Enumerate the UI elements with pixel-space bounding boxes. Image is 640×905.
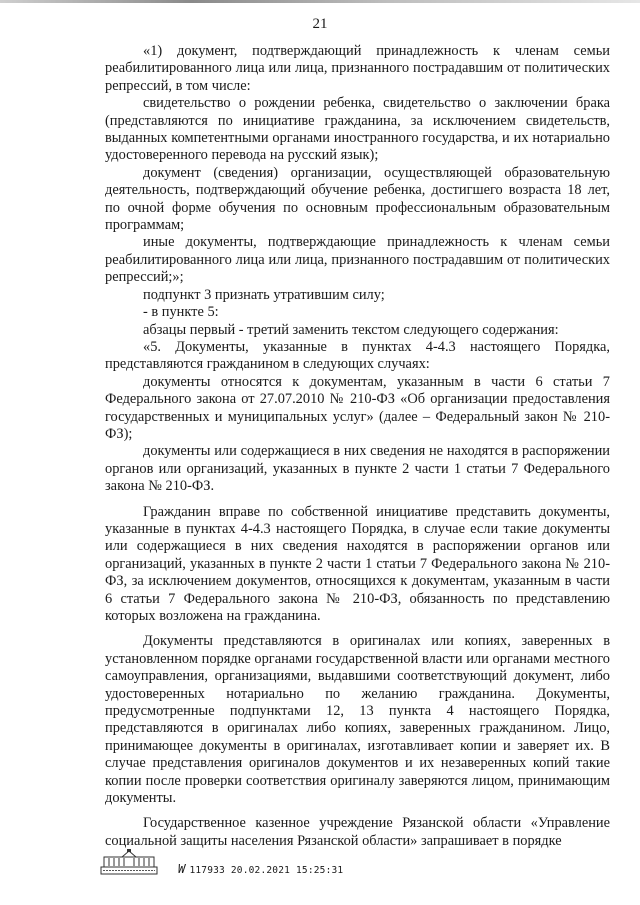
page-number: 21 [312, 16, 328, 32]
paragraph-originals-copies: Документы представляются в оригиналах или копиях, заверенных в установленном порядке органами государственной власти или органами местного самоуправления, организациями, выдавшими соответствующий документ, либо удостоверенных нотариально по желанию гражданина. Документы, предусмотренные подпунктами 12, 13 пункта 4 настоящего Порядка, представляются в оригиналах либо копиях, заверенных гражданином. Лицо, принимающее документы в оригиналах, изготавливает копии и заверяет их. В случае представления оригиналов документов и их незаверенных копий такие копии после проверки соответствия оригиналу заверяются лицом, принимающим документы. [105, 633, 610, 807]
scan-top-edge [0, 0, 640, 3]
signature-mark: W [178, 862, 186, 876]
document-id-text: 117933 20.02.2021 15:25:31 [189, 865, 344, 876]
page-footer [100, 848, 520, 888]
paragraph-case-part-6: документы относятся к документам, указанным в части 6 статьи 7 Федерального закона от 27.07.2010 № 210-ФЗ «Об организации предоставления государственных и муниципальных услуг» (далее – Федеральный закон № 210-ФЗ); [105, 373, 610, 442]
paragraph-other-documents: иные документы, подтверждающие принадлежность к членам семьи реабилитированного лица или лица, признанного пострадавшим от политических репрессий;»; [105, 234, 610, 286]
paragraph-state-institution: Государственное казенное учреждение Рязанской области «Управление социальной защиты населения Рязанской области» запрашивает в порядке [105, 815, 610, 849]
building-seal-icon [100, 848, 158, 876]
paragraph-citizen-right: Гражданин вправе по собственной инициативе представить документы, указанные в пунктах 4-4.3 настоящего Порядка, в случае если такие документы или содержащиеся в них сведения находятся в распоряжении органов или организаций, указанных в пункте 2 части 1 статьи 7 Федерального закона № 210-ФЗ, за исключением документов, относящихся к документам, указанным в части 6 статьи 7 Федерального закона № 210-ФЗ, обязанность по представлению которых возложена на гражданина. [105, 503, 610, 624]
paragraph-subitem-3-invalid: подпункт 3 признать утратившим силу; [143, 286, 385, 303]
document-body [105, 43, 610, 850]
paragraph-case-not-in-possession: документы или содержащиеся в них сведения не находятся в распоряжении органов или организаций, указанных в пункте 2 части 1 статьи 7 Федерального закона № 210-ФЗ. [105, 443, 610, 495]
paragraph-replace-text: абзацы первый - третий заменить текстом следующего содержания: [143, 321, 559, 338]
paragraph-birth-marriage-certificates: свидетельство о рождении ребенка, свидетельство о заключении брака (представляются по инициативе гражданина, за исключением свидетельств, выданных компетентными органами иностранного государства, и их нотариально удостоверенного перевода на русский язык); [105, 95, 610, 164]
paragraph-doc-item-1: «1) документ, подтверждающий принадлежность к членам семьи реабилитированного лица или лица, признанного пострадавшим от политических репрессий, в том числе: [105, 43, 610, 94]
paragraph-education-organization-document: документ (сведения) организации, осуществляющей образовательную деятельность, подтверждающий обучение ребенка, достигшего возраста 18 лет, по очной форме обучения по основным профессиональным образовательным программам; [105, 164, 610, 234]
document-registration-stamp [178, 862, 343, 876]
paragraph-item-5-documents: «5. Документы, указанные в пунктах 4-4.3 настоящего Порядка, представляются гражданином в следующих случаях: [105, 338, 610, 373]
paragraph-in-item-5: - в пункте 5: [143, 304, 219, 321]
